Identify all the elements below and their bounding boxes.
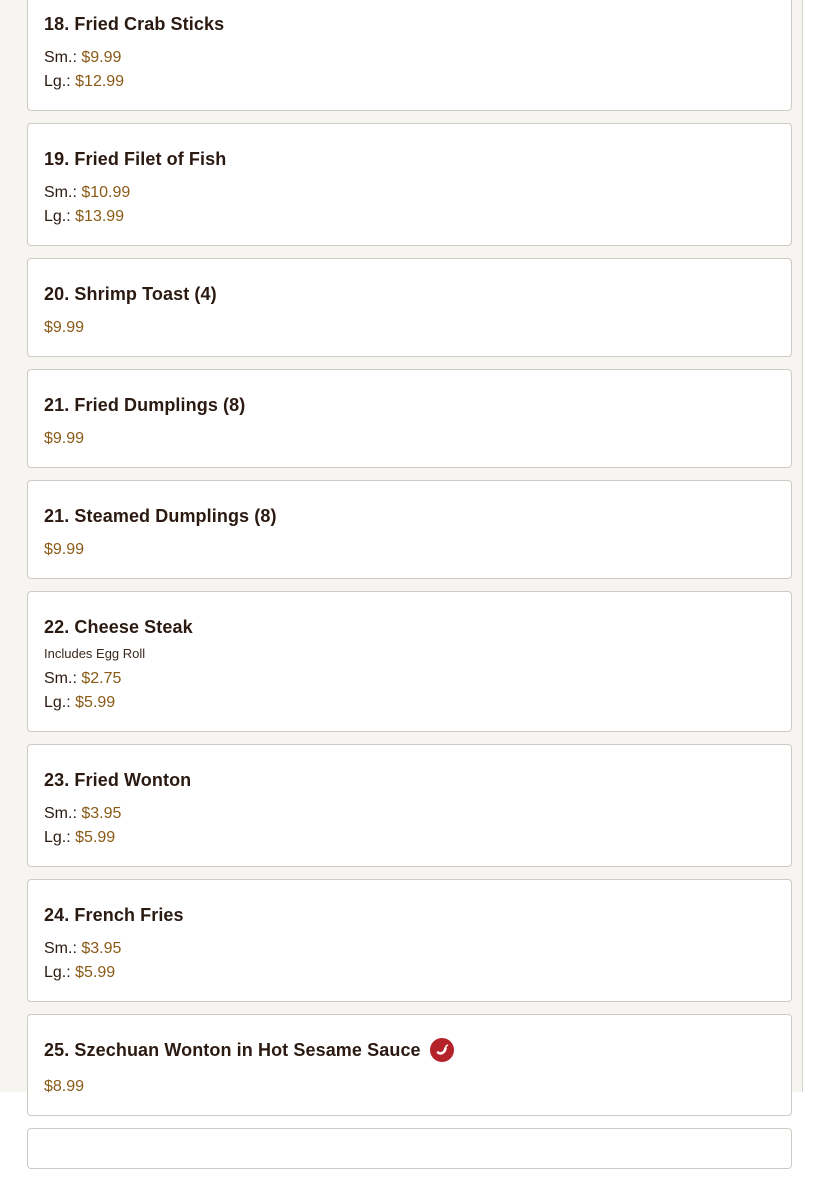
- item-description: Includes Egg Roll: [44, 646, 146, 661]
- item-name: 20. Shrimp Toast (4): [44, 283, 217, 304]
- item-name: 18. Fried Crab Sticks: [44, 13, 225, 34]
- item-name-row: [44, 768, 775, 792]
- price-row-small: [44, 46, 775, 70]
- size-label: Sm.:: [44, 940, 77, 957]
- item-name-row: [44, 903, 775, 927]
- price-row-single: [44, 427, 775, 451]
- price-row-large: [44, 205, 775, 229]
- price-row-small: [44, 802, 775, 826]
- size-label: Lg.:: [44, 829, 71, 846]
- price-value: $13.99: [75, 208, 125, 225]
- item-name-row: [44, 504, 775, 528]
- price-list: [44, 937, 775, 985]
- price-row-small: [44, 181, 775, 205]
- item-name-row: [44, 282, 775, 306]
- menu-item-card[interactable]: [27, 744, 792, 867]
- size-label: Lg.:: [44, 694, 71, 711]
- price-list: [44, 1075, 775, 1099]
- item-name-row: [44, 615, 775, 639]
- size-label: Lg.:: [44, 208, 71, 225]
- price-value: $2.75: [81, 670, 122, 687]
- price-list: [44, 316, 775, 340]
- price-value: $12.99: [75, 73, 125, 90]
- price-value: $5.99: [75, 829, 116, 846]
- size-label: Sm.:: [44, 49, 77, 66]
- item-name: 25. Szechuan Wonton in Hot Sesame Sauce: [44, 1039, 421, 1060]
- menu-item-card[interactable]: [27, 879, 792, 1002]
- item-name: 19. Fried Filet of Fish: [44, 148, 227, 169]
- item-name-row: [44, 12, 775, 36]
- price-value: $3.95: [81, 940, 122, 957]
- item-name: 22. Cheese Steak: [44, 616, 193, 637]
- menu-item-card[interactable]: [27, 591, 792, 732]
- price-list: [44, 667, 775, 715]
- menu-item-card[interactable]: [27, 1014, 792, 1116]
- price-row-small: [44, 667, 775, 691]
- size-label: Sm.:: [44, 184, 77, 201]
- menu-item-card[interactable]: [27, 123, 792, 246]
- price-value: $5.99: [75, 694, 116, 711]
- price-row-small: [44, 937, 775, 961]
- item-name: 23. Fried Wonton: [44, 769, 192, 790]
- price-value: $10.99: [81, 184, 131, 201]
- menu-item-card[interactable]: [27, 480, 792, 579]
- price-value: $5.99: [75, 964, 116, 981]
- price-row-large: [44, 70, 775, 94]
- menu-item-card[interactable]: [27, 369, 792, 468]
- item-name: 21. Fried Dumplings (8): [44, 394, 246, 415]
- price-row-single: [44, 316, 775, 340]
- price-value: $3.95: [81, 805, 122, 822]
- item-name-row: [44, 393, 775, 417]
- size-label: Sm.:: [44, 805, 77, 822]
- item-name: 21. Steamed Dumplings (8): [44, 505, 277, 526]
- price-row-large: [44, 826, 775, 850]
- price-list: [44, 46, 775, 94]
- price-list: [44, 181, 775, 229]
- menu-item-card[interactable]: [27, 258, 792, 357]
- price-list: [44, 427, 775, 451]
- price-row-single: [44, 1075, 775, 1099]
- menu-item-card[interactable]: [27, 0, 792, 111]
- item-name-row: [44, 1038, 775, 1062]
- price-list: [44, 538, 775, 562]
- item-name: 24. French Fries: [44, 904, 184, 925]
- price-value: $9.99: [44, 430, 85, 447]
- price-value: $9.99: [44, 541, 85, 558]
- price-value: $9.99: [44, 319, 85, 336]
- price-row-single: [44, 538, 775, 562]
- price-row-large: [44, 961, 775, 985]
- item-name-row: [44, 147, 775, 171]
- hot-pepper-icon: [430, 1038, 454, 1062]
- menu-item-list: [27, 0, 792, 1181]
- price-list: [44, 802, 775, 850]
- menu-item-card-partial[interactable]: [27, 1128, 792, 1169]
- price-value: $9.99: [81, 49, 122, 66]
- size-label: Sm.:: [44, 670, 77, 687]
- size-label: Lg.:: [44, 73, 71, 90]
- price-value: $8.99: [44, 1078, 85, 1095]
- size-label: Lg.:: [44, 964, 71, 981]
- price-row-large: [44, 691, 775, 715]
